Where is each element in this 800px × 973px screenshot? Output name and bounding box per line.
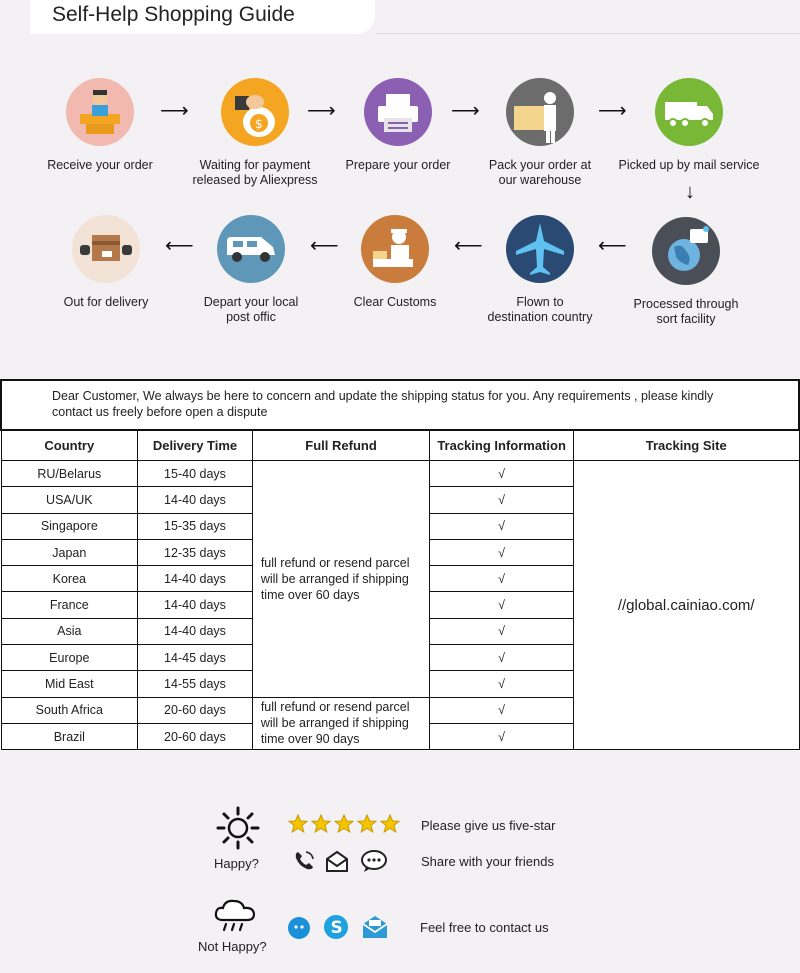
five-star-rating[interactable] [288, 814, 403, 839]
arrow-right-icon: ⟶ [451, 100, 480, 122]
delivery-time-cell: 15-35 days [138, 513, 253, 539]
airplane-icon [506, 215, 574, 283]
delivery-time-cell: 15-40 days [138, 461, 253, 487]
tracking-check: √ [430, 487, 574, 513]
country-cell: Europe [1, 645, 138, 671]
receive-order-icon [66, 78, 134, 146]
shipping-table [0, 379, 800, 750]
not-happy-block [212, 896, 258, 939]
tracking-check: √ [430, 697, 574, 723]
delivery-time-cell: 14-55 days [138, 671, 253, 697]
contact-icons [287, 914, 389, 945]
step-receive-order: Receive your order [20, 78, 180, 173]
country-cell: Singapore [1, 513, 138, 539]
header-country: Country [1, 430, 138, 461]
country-cell: Japan [1, 539, 138, 565]
arrow-left-icon: ⟵ [454, 235, 483, 257]
star-icon[interactable] [311, 814, 331, 834]
arrow-right-icon: ⟶ [160, 100, 189, 122]
parcel-icon [72, 215, 140, 283]
rain-cloud-icon [213, 896, 257, 934]
five-star-text: Please give us five-star [421, 818, 556, 833]
arrow-down-icon: ↓ [685, 181, 695, 203]
delivery-time-cell: 20-60 days [138, 697, 253, 723]
not-happy-label: Not Happy? [198, 939, 267, 954]
tracking-check: √ [430, 513, 574, 539]
country-cell: South Africa [1, 697, 138, 723]
delivery-time-cell: 14-40 days [138, 566, 253, 592]
email-envelope-icon[interactable] [361, 914, 389, 940]
refund-60-cell: full refund or resend parcel will be arranged if shipping time over 60 days [252, 461, 429, 698]
happy-block [214, 806, 262, 855]
customs-officer-icon [361, 215, 429, 283]
table-header-row [1, 430, 799, 461]
van-icon [217, 215, 285, 283]
delivery-time-cell: 20-60 days [138, 723, 253, 749]
header-divider [375, 33, 800, 34]
package-icon [506, 78, 574, 146]
table-row [1, 461, 799, 487]
step-processed: Processed through sort facility [606, 217, 766, 327]
contact-text: Feel free to contact us [420, 920, 549, 935]
header-tracking-site: Tracking Site [573, 430, 799, 461]
delivery-time-cell: 14-40 days [138, 592, 253, 618]
arrow-left-icon: ⟵ [598, 235, 627, 257]
tracking-check: √ [430, 539, 574, 565]
truck-icon [655, 78, 723, 146]
skype-icon[interactable] [323, 914, 349, 940]
step-flown: Flown to destination country [460, 215, 620, 325]
tracking-check: √ [430, 592, 574, 618]
happy-label: Happy? [214, 856, 259, 871]
step-picked-up: Picked up by mail service [609, 78, 769, 173]
header-tracking-info: Tracking Information [430, 430, 574, 461]
step-out-for-delivery: Out for delivery [26, 215, 186, 310]
printer-icon [364, 78, 432, 146]
country-cell: Brazil [1, 723, 138, 749]
step-waiting-payment: $ Waiting for payment released by Aliexpress [175, 78, 335, 188]
refund-90-cell: full refund or resend parcel will be arranged if shipping time over 90 days [252, 697, 429, 750]
step-depart-post-office: Depart your local post offic [171, 215, 331, 325]
messenger-icon[interactable] [287, 916, 311, 940]
sun-icon [216, 806, 260, 850]
arrow-right-icon: ⟶ [307, 100, 336, 122]
delivery-time-cell: 14-40 days [138, 487, 253, 513]
header-full-refund: Full Refund [252, 430, 429, 461]
customer-notice: Dear Customer, We always be here to concern and update the shipping status for you. Any requirements , please kindly contact us freely before open a dispute [1, 380, 799, 430]
delivery-time-cell: 14-40 days [138, 618, 253, 644]
header [0, 0, 800, 34]
star-icon[interactable] [357, 814, 377, 834]
tracking-check: √ [430, 645, 574, 671]
country-cell: Asia [1, 618, 138, 644]
header-delivery-time: Delivery Time [138, 430, 253, 461]
chat-icon[interactable] [360, 849, 388, 873]
tracking-check: √ [430, 566, 574, 592]
country-cell: USA/UK [1, 487, 138, 513]
svg-text:S: S [330, 918, 343, 938]
globe-icon [652, 217, 720, 285]
step-prepare-order: Prepare your order [318, 78, 478, 173]
tracking-check: √ [430, 671, 574, 697]
tracking-check: √ [430, 723, 574, 749]
arrow-left-icon: ⟵ [310, 235, 339, 257]
country-cell: Korea [1, 566, 138, 592]
arrow-right-icon: ⟶ [598, 100, 627, 122]
step-clear-customs: Clear Customs [315, 215, 475, 310]
arrow-left-icon: ⟵ [165, 235, 194, 257]
star-icon[interactable] [288, 814, 308, 834]
share-text: Share with your friends [421, 854, 554, 869]
phone-icon[interactable] [292, 849, 316, 873]
delivery-time-cell: 14-45 days [138, 645, 253, 671]
share-icons [292, 849, 388, 878]
star-icon[interactable] [380, 814, 400, 834]
star-icon[interactable] [334, 814, 354, 834]
step-pack-order: Pack your order at our warehouse [460, 78, 620, 188]
country-cell: RU/Belarus [1, 461, 138, 487]
mail-icon[interactable] [324, 849, 350, 873]
payment-bag-icon [221, 78, 289, 146]
country-cell: Mid East [1, 671, 138, 697]
page-title: Self-Help Shopping Guide [52, 3, 295, 26]
svg-text:$: $ [255, 117, 263, 131]
delivery-time-cell: 12-35 days [138, 539, 253, 565]
tracking-site-link[interactable]: //global.cainiao.com/ [573, 461, 799, 750]
country-cell: France [1, 592, 138, 618]
tracking-check: √ [430, 461, 574, 487]
tracking-check: √ [430, 618, 574, 644]
